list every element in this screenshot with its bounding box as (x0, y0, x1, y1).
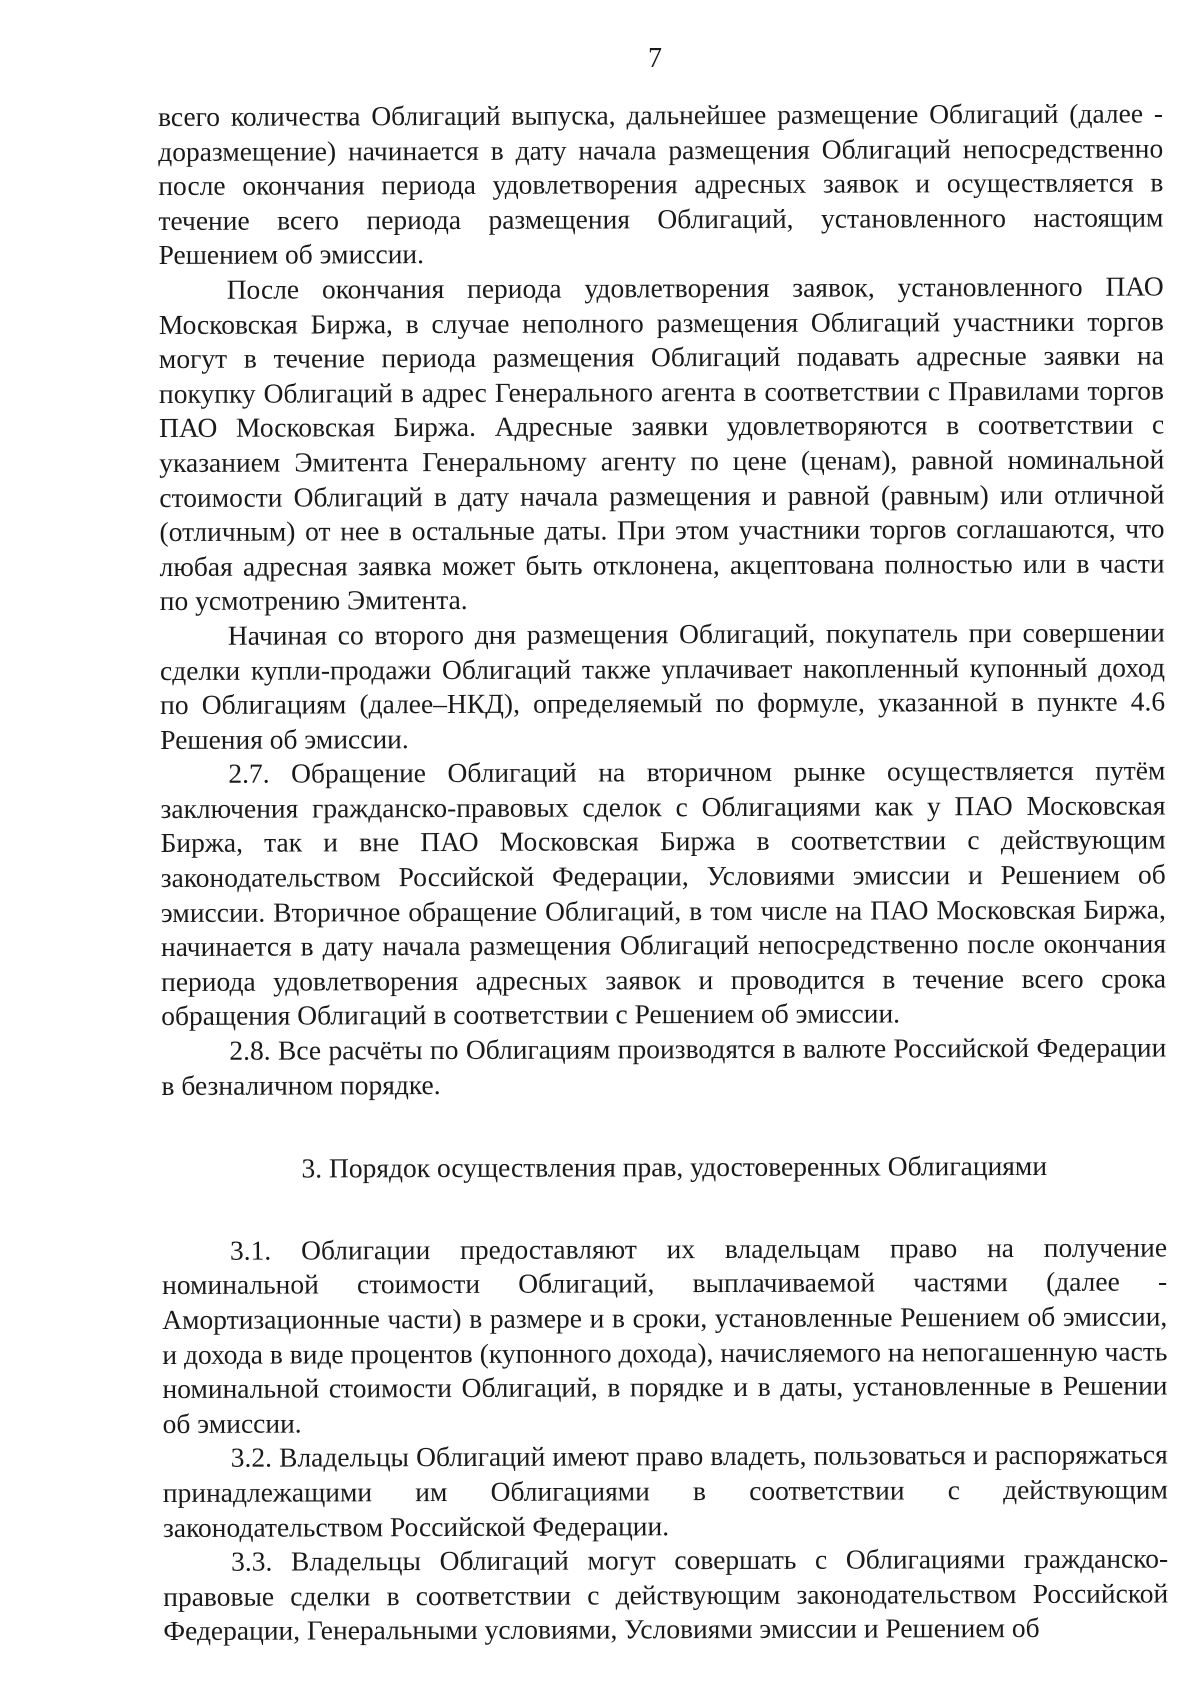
paragraph-3-2: 3.2. Владельцы Облигаций имеют право владеть, пользоваться и распоряжаться принадлежащими им Облигациями в соответствии с действующим законодательством Российской Федерации. (162, 1438, 1168, 1543)
paragraph-2-8: 2.8. Все расчёты по Облигациям производятся в валюте Российской Федерации в безналичном порядке. (161, 1031, 1167, 1101)
paragraph-2-7: 2.7. Обращение Облигаций на вторичном рынке осуществляется путём заключения гражданско-правовых сделок с Облигациями как у ПАО Московская Биржа, так и вне ПАО Московская Биржа в соответствии с действующим законодательством Российской Федерации, Условиями эмиссии и Решением об эмиссии. Вторичное обращение Облигаций, в том числе на ПАО Московская Биржа, начинается в дату начала размещения Облигаций непосредственно после окончания периода удовлетворения адресных заявок и проводится в течение всего срока обращения Облигаций в соответствии с Решением об эмиссии. (160, 754, 1167, 1032)
paragraph-continuation: всего количества Облигаций выпуска, дальнейшее размещение Облигаций (далее - доразмещение) начинается в дату начала размещения Облигаций непосредственно после окончания периода удовлетворения адресных заявок и осуществляется в течение всего периода размещения Облигаций, установленного настоящим Решением об эмиссии. (158, 97, 1164, 271)
document-body (158, 96, 1168, 1648)
paragraph-accrued-coupon: Начиная со второго дня размещения Облигаций, покупатель при совершении сделки купли-продажи Облигаций также уплачивает накопленный купонный доход по Облигациям (далее–НКД), определяемый по формуле, указанной в пункте 4.6 Решения об эмиссии. (159, 616, 1166, 755)
page-number: 7 (648, 43, 662, 74)
paragraph-address-orders: После окончания периода удовлетворения заявок, установленного ПАО Московская Биржа, в случае неполного размещения Облигаций участники торгов могут в течение периода размещения Облигаций подавать адресные заявки на покупку Облигаций в адрес Генерального агента в соответствии с Правилами торгов ПАО Московская Биржа. Адресные заявки удовлетворяются в соответствии с указанием Эмитента Генеральному агенту по цене (ценам), равной номинальной стоимости Облигаций в дату начала размещения и равной (равным) или отличной (отличным) от нее в остальные даты. При этом участники торгов соглашаются, что любая адресная заявка может быть отклонена, акцептована полностью или в части по усмотрению Эмитента. (158, 270, 1165, 617)
section-heading-3: 3. Порядок осуществления прав, удостоверенных Облигациями (301, 1150, 1048, 1184)
paragraph-3-3: 3.3. Владельцы Облигаций могут совершать с Облигациями гражданско-правовые сделки в соответствии с действующим законодательством Российской Федерации, Генеральными условиями, Условиями эмиссии и Решением об (163, 1542, 1169, 1647)
paragraph-3-1: 3.1. Облигации предоставляют их владельцам право на получение номинальной стоимости Облигаций, выплачиваемой частями (далее - Амортизационные части) в размере и в сроки, установленные Решением об эмиссии, и дохода в виде процентов (купонного дохода), начисляемого на непогашенную часть номинальной стоимости Облигаций, в порядке и в даты, установленные в Решении об эмиссии. (162, 1231, 1168, 1439)
